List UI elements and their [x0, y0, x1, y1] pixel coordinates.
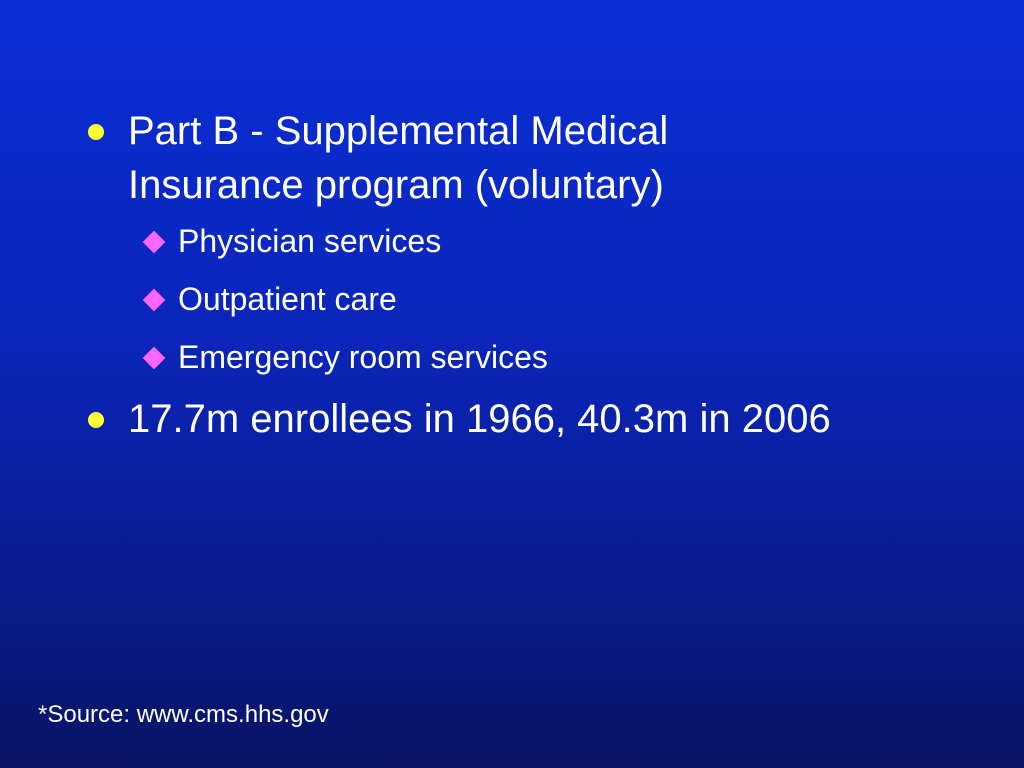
bullet-text: 17.7m enrollees in 1966, 40.3m in 2006	[128, 397, 831, 441]
sub-item-outpatient-care	[88, 270, 988, 328]
sub-item-physician-services	[88, 212, 988, 270]
yellow-dot-icon	[88, 124, 104, 140]
sub-item-label: Physician services	[178, 223, 442, 259]
sub-item-label: Emergency room services	[178, 339, 548, 375]
source-citation: *Source: www.cms.hhs.gov	[38, 701, 329, 728]
sub-item-emergency-room-services	[88, 328, 988, 386]
pink-diamond-icon	[143, 289, 166, 312]
sub-item-label: Outpatient care	[178, 281, 397, 317]
bullet-list	[88, 104, 988, 446]
pink-diamond-icon	[143, 347, 166, 370]
bullet-text-line-1: Part B - Supplemental Medical	[128, 109, 669, 153]
bullet-text-line-2: Insurance program (voluntary)	[128, 163, 664, 207]
bullet-item-enrollees	[88, 392, 988, 446]
yellow-dot-icon	[88, 412, 104, 428]
bullet-item-part-b	[88, 104, 988, 212]
pink-diamond-icon	[143, 231, 166, 254]
sub-bullet-list	[88, 212, 988, 386]
